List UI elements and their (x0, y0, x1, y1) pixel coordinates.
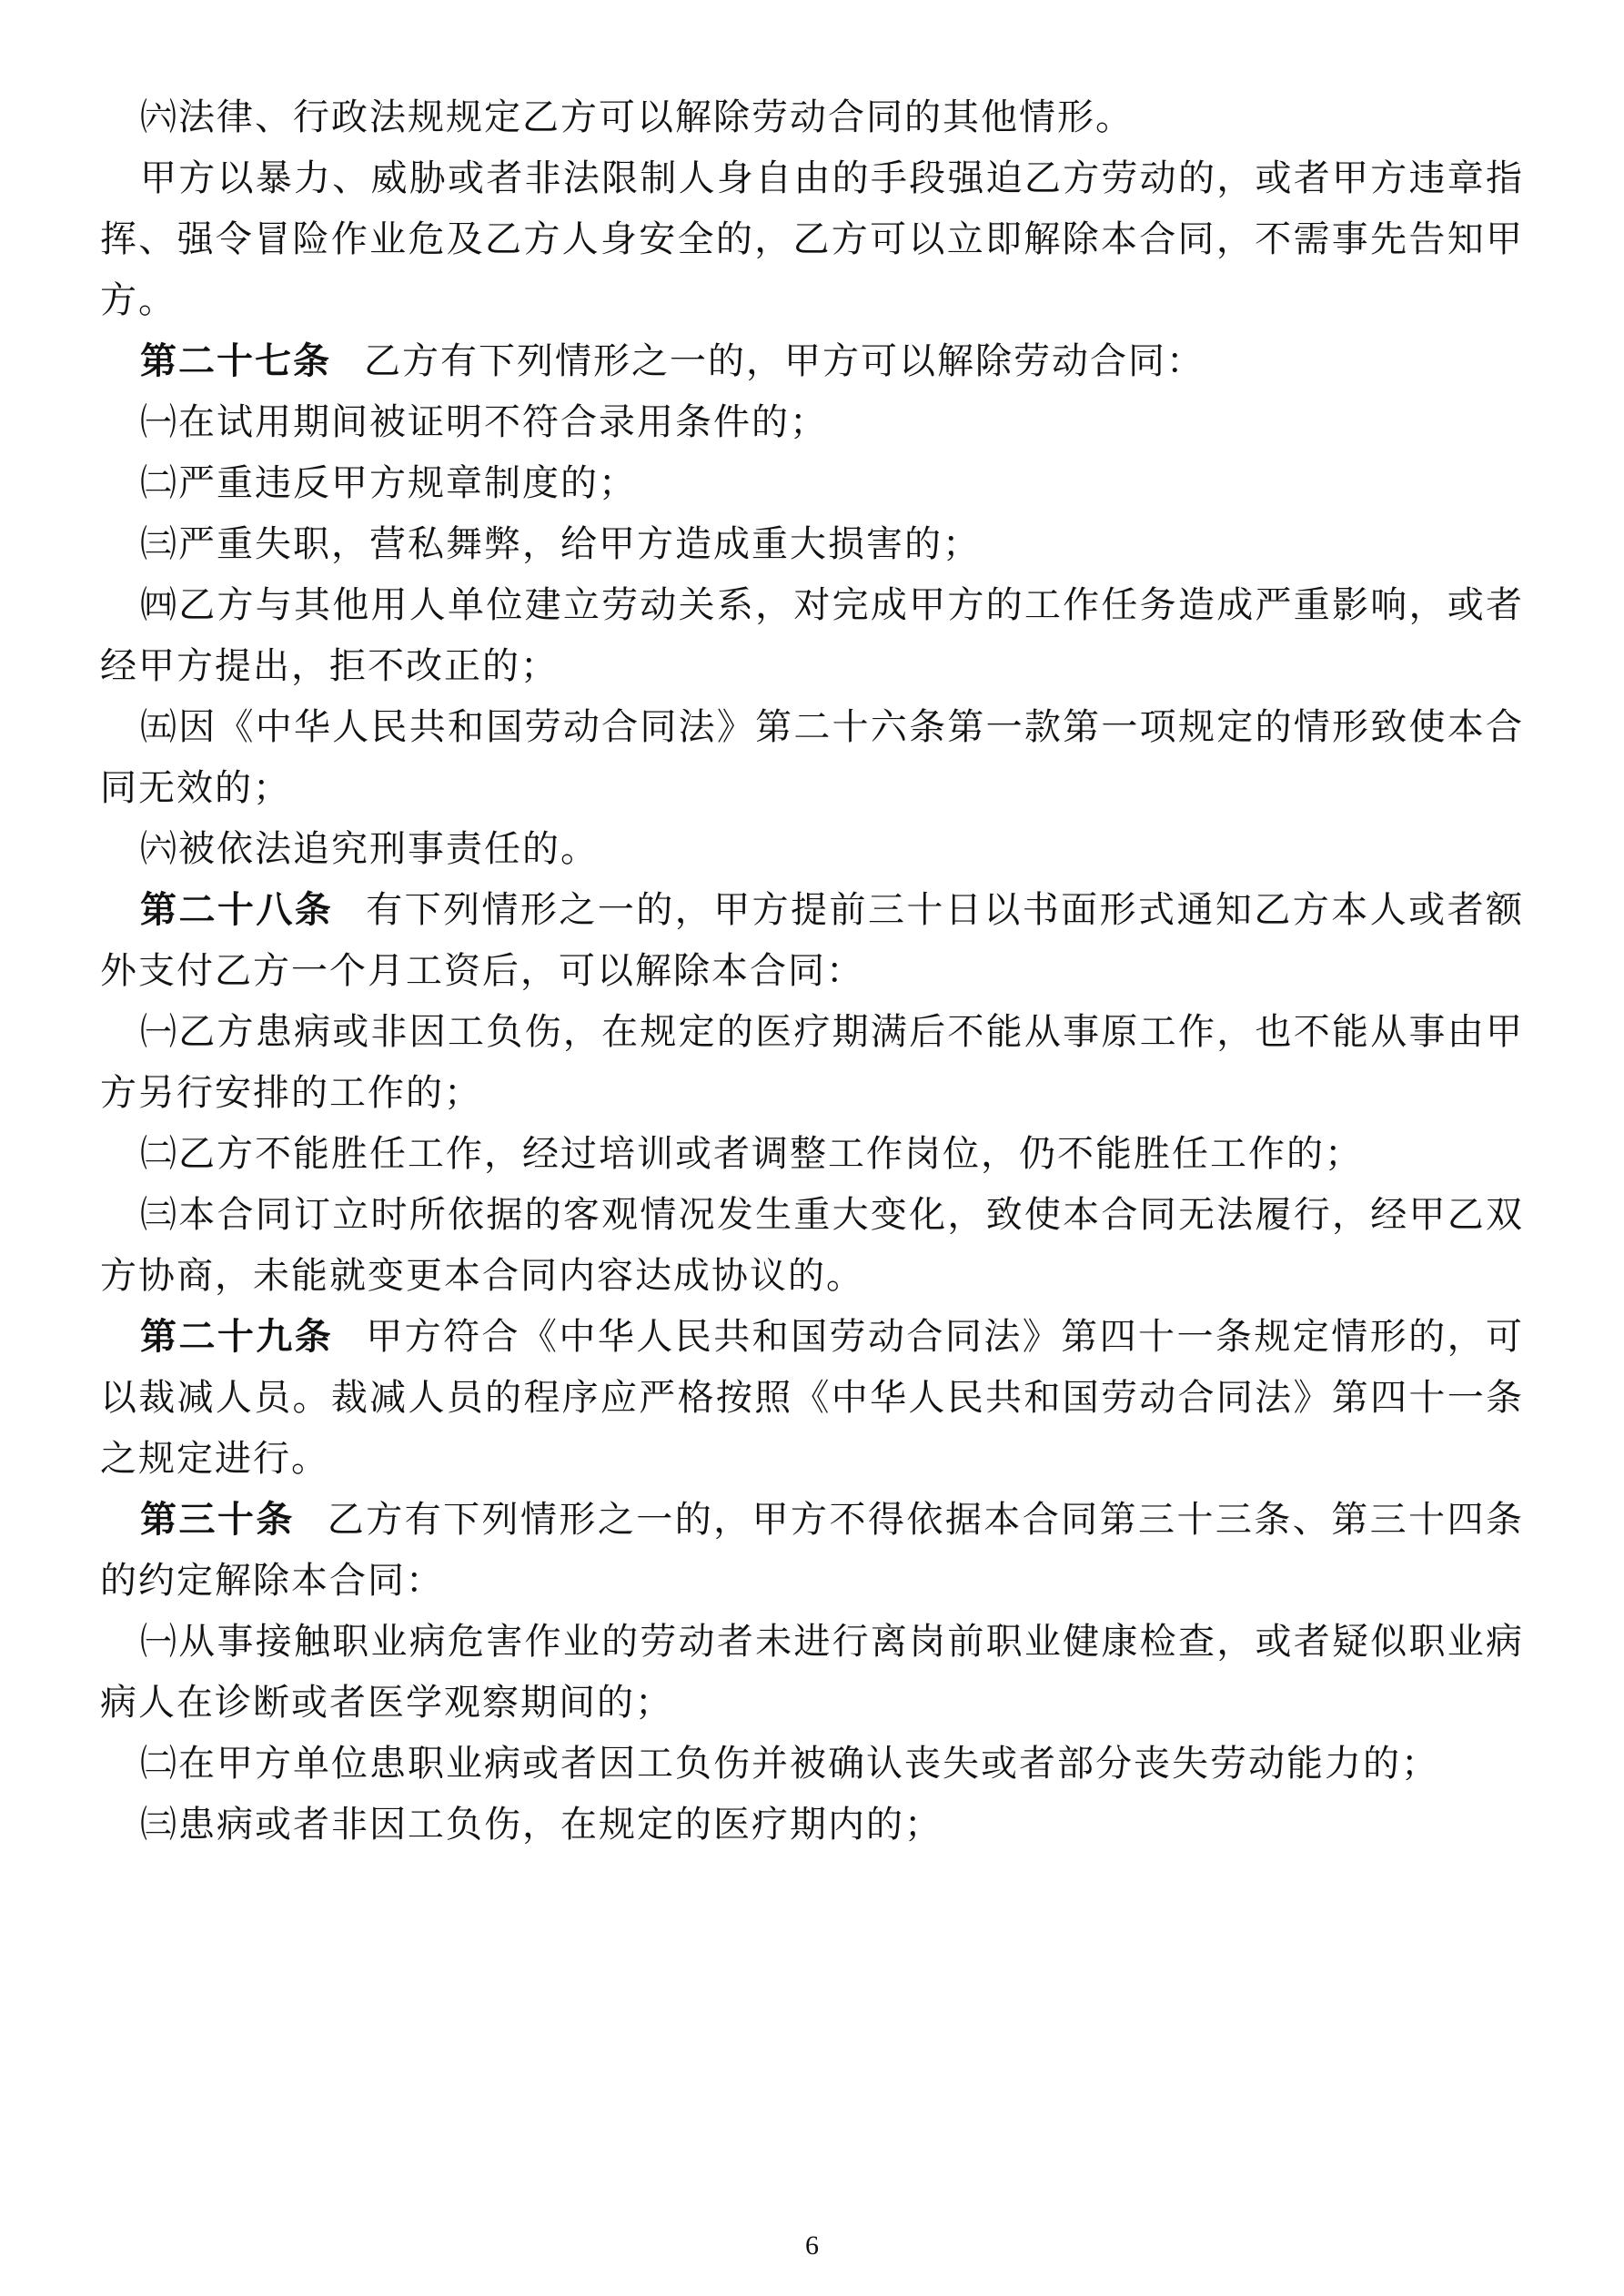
paragraph-text: ㈡严重违反甲方规章制度的； (140, 462, 637, 503)
paragraph (100, 1001, 1524, 1123)
paragraph-text: 甲方符合《中华人民共和国劳动合同法》第四十一条规定情形的，可以裁减人员。裁减人员的程序应严格按照《中华人民共和国劳动合同法》第四十一条之规定进行。 (100, 1316, 1525, 1479)
paragraph-text: 乙方有下列情形之一的，甲方可以解除劳动合同： (364, 340, 1205, 381)
paragraph (100, 1733, 1524, 1794)
paragraph-text: ㈢本合同订立时所依据的客观情况发生重大变化，致使本合同无法履行，经甲乙双方协商，未能就变更本合同内容达成协议的。 (100, 1194, 1524, 1296)
paragraph (100, 1184, 1524, 1306)
paragraph (100, 1794, 1524, 1855)
paragraph-text: ㈢患病或者非因工负伤，在规定的医疗期内的； (140, 1804, 943, 1845)
article-number: 第三十条 (140, 1499, 295, 1540)
article-number: 第二十九条 (140, 1316, 334, 1357)
paragraph (100, 574, 1524, 696)
paragraph-text: ㈡乙方不能胜任工作，经过培训或者调整工作岗位，仍不能胜任工作的； (140, 1133, 1363, 1174)
paragraph-text: ㈠从事接触职业病危害作业的劳动者未进行离岗前职业健康检查，或者疑似职业病病人在诊断或者医学观察期间的； (100, 1621, 1524, 1723)
article-paragraph (100, 1306, 1524, 1489)
paragraph-text: ㈠乙方患病或非因工负伤，在规定的医疗期满后不能从事原工作，也不能从事由甲方另行安排的工作的； (100, 1011, 1524, 1113)
paragraph (100, 1611, 1524, 1733)
paragraph-text: ㈡在甲方单位患职业病或者因工负伤并被确认丧失或者部分丧失劳动能力的； (140, 1743, 1439, 1784)
paragraph-text: ㈥法律、行政法规规定乙方可以解除劳动合同的其他情形。 (140, 96, 1134, 137)
paragraph-text: ㈢严重失职，营私舞弊，给甲方造成重大损害的； (140, 523, 981, 564)
paragraph-text: 乙方有下列情形之一的，甲方不得依据本合同第三十三条、第三十四条的约定解除本合同： (100, 1499, 1524, 1601)
article-paragraph (100, 879, 1524, 1001)
article-number: 第二十八条 (140, 889, 334, 930)
paragraph (100, 391, 1524, 452)
page-number: 6 (805, 2230, 819, 2261)
paragraph-text: ㈠在试用期间被证明不符合录用条件的； (140, 401, 828, 442)
paragraph-text: 有下列情形之一的，甲方提前三十日以书面形式通知乙方本人或者额外支付乙方一个月工资后，可以解除本合同： (100, 889, 1525, 991)
paragraph-text: ㈣乙方与其他用人单位建立劳动关系，对完成甲方的工作任务造成严重影响，或者经甲方提出，拒不改正的； (100, 584, 1524, 686)
paragraph (100, 513, 1524, 574)
paragraph-text: ㈤因《中华人民共和国劳动合同法》第二十六条第一款第一项规定的情形致使本合同无效的； (100, 706, 1524, 808)
paragraph (100, 696, 1524, 818)
article-number: 第二十七条 (140, 340, 331, 381)
paragraph (100, 147, 1524, 330)
article-paragraph (100, 1489, 1524, 1611)
paragraph-text: 甲方以暴力、威胁或者非法限制人身自由的手段强迫乙方劳动的，或者甲方违章指挥、强令冒险作业危及乙方人身安全的，乙方可以立即解除本合同，不需事先告知甲方。 (100, 157, 1524, 320)
article-paragraph (100, 330, 1524, 391)
document-content (100, 86, 1524, 1855)
paragraph-text: ㈥被依法追究刑事责任的。 (140, 828, 599, 869)
paragraph (100, 818, 1524, 879)
paragraph (100, 86, 1524, 147)
paragraph (100, 1123, 1524, 1184)
paragraph (100, 452, 1524, 513)
